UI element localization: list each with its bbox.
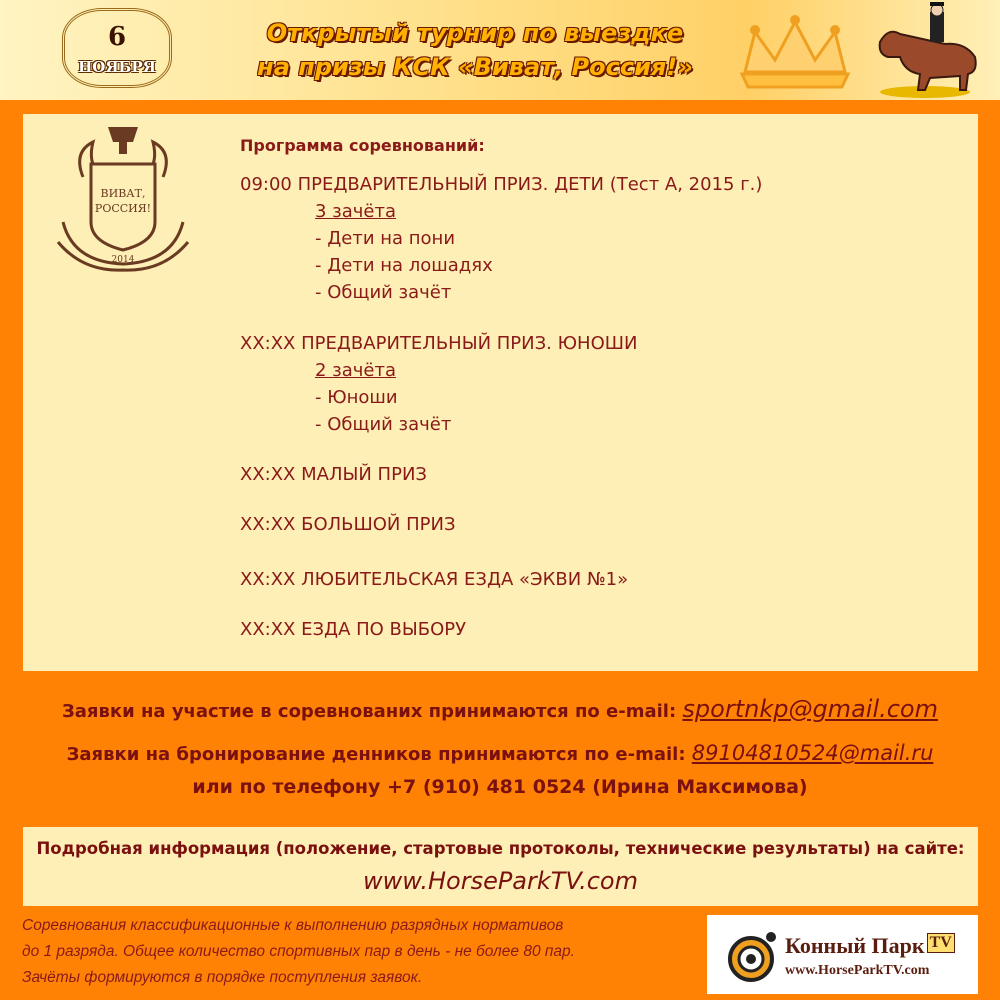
footnote-line-2: до 1 разряда. Общее количество спортивных пар в день - не более 80 пар. <box>22 943 575 960</box>
program-line: XX:XX МАЛЫЙ ПРИЗ <box>240 464 427 485</box>
footnote-line-3: Зачёты формируются в порядке поступления заявок. <box>22 969 423 986</box>
emblem-text-2: РОССИЯ! <box>94 202 152 215</box>
entries-text: Заявки на участие в соревнованих принимаются по e-mail: <box>61 701 683 722</box>
program-line: - Дети на лошадях <box>315 255 493 276</box>
date-day: 6 <box>107 22 127 52</box>
date-badge <box>62 8 172 88</box>
program-line: XX:XX ЕЗДА ПО ВЫБОРУ <box>240 619 467 640</box>
stables-email-link[interactable]: 89104810524@mail.ru <box>691 741 934 765</box>
entries-contact <box>0 695 1000 723</box>
program-line: - Общий зачёт <box>315 282 452 303</box>
stables-text: Заявки на бронирование денников принимаются по e-mail: <box>66 744 692 765</box>
info-panel <box>23 827 978 906</box>
program-title: Программа соревнований: <box>240 136 485 155</box>
emblem-year: 2014 <box>111 255 135 265</box>
title-line-2: на призы КСК «Виват, Россия!» <box>257 53 693 81</box>
stables-contact <box>0 741 1000 765</box>
badge-title: Конный Парк TV <box>785 933 955 959</box>
header-banner <box>0 0 1000 100</box>
program-line: - Дети на пони <box>315 228 456 249</box>
emblem-text-1: ВИВАТ, <box>100 187 146 200</box>
program-panel <box>23 114 978 671</box>
footnote-line-1: Соревнования классификационные к выполнению разрядных нормативов <box>22 917 564 934</box>
program-line: XX:XX БОЛЬШОЙ ПРИЗ <box>240 514 456 535</box>
crown-icon <box>730 12 860 97</box>
phone-contact: или по телефону +7 (910) 481 0524 (Ирина Максимова) <box>192 776 808 798</box>
page-title <box>235 16 715 84</box>
footnote <box>22 913 702 991</box>
program-line: XX:XX ЛЮБИТЕЛЬСКАЯ ЕЗДА «ЭКВИ №1» <box>240 569 629 590</box>
tv-mark: TV <box>927 933 955 953</box>
program-line: 2 зачёта <box>315 360 396 381</box>
horseshoe-logo-icon <box>725 929 780 984</box>
website-link[interactable]: www.HorseParkTV.com <box>362 867 638 895</box>
horsepark-tv-badge[interactable] <box>707 915 978 994</box>
entries-email-link[interactable]: sportnkp@gmail.com <box>682 695 938 723</box>
program-line: - Юноши <box>315 387 398 408</box>
program-line: - Общий зачёт <box>315 414 452 435</box>
dressage-horse-illustration <box>870 2 1000 100</box>
club-emblem-logo <box>53 122 193 272</box>
date-month: НОЯБРЯ <box>78 58 156 76</box>
title-line-1: Открытый турнир по выездке <box>266 19 684 47</box>
info-text: Подробная информация (положение, стартовые протоколы, технические результаты) на сайте: <box>36 839 965 858</box>
program-line: 09:00 ПРЕДВАРИТЕЛЬНЫЙ ПРИЗ. ДЕТИ (Тест А, 2015 г.) <box>240 174 763 195</box>
badge-url: www.HorseParkTV.com <box>785 963 930 978</box>
program-line: XX:XX ПРЕДВАРИТЕЛЬНЫЙ ПРИЗ. ЮНОШИ <box>240 333 638 354</box>
program-line: 3 зачёта <box>315 201 396 222</box>
